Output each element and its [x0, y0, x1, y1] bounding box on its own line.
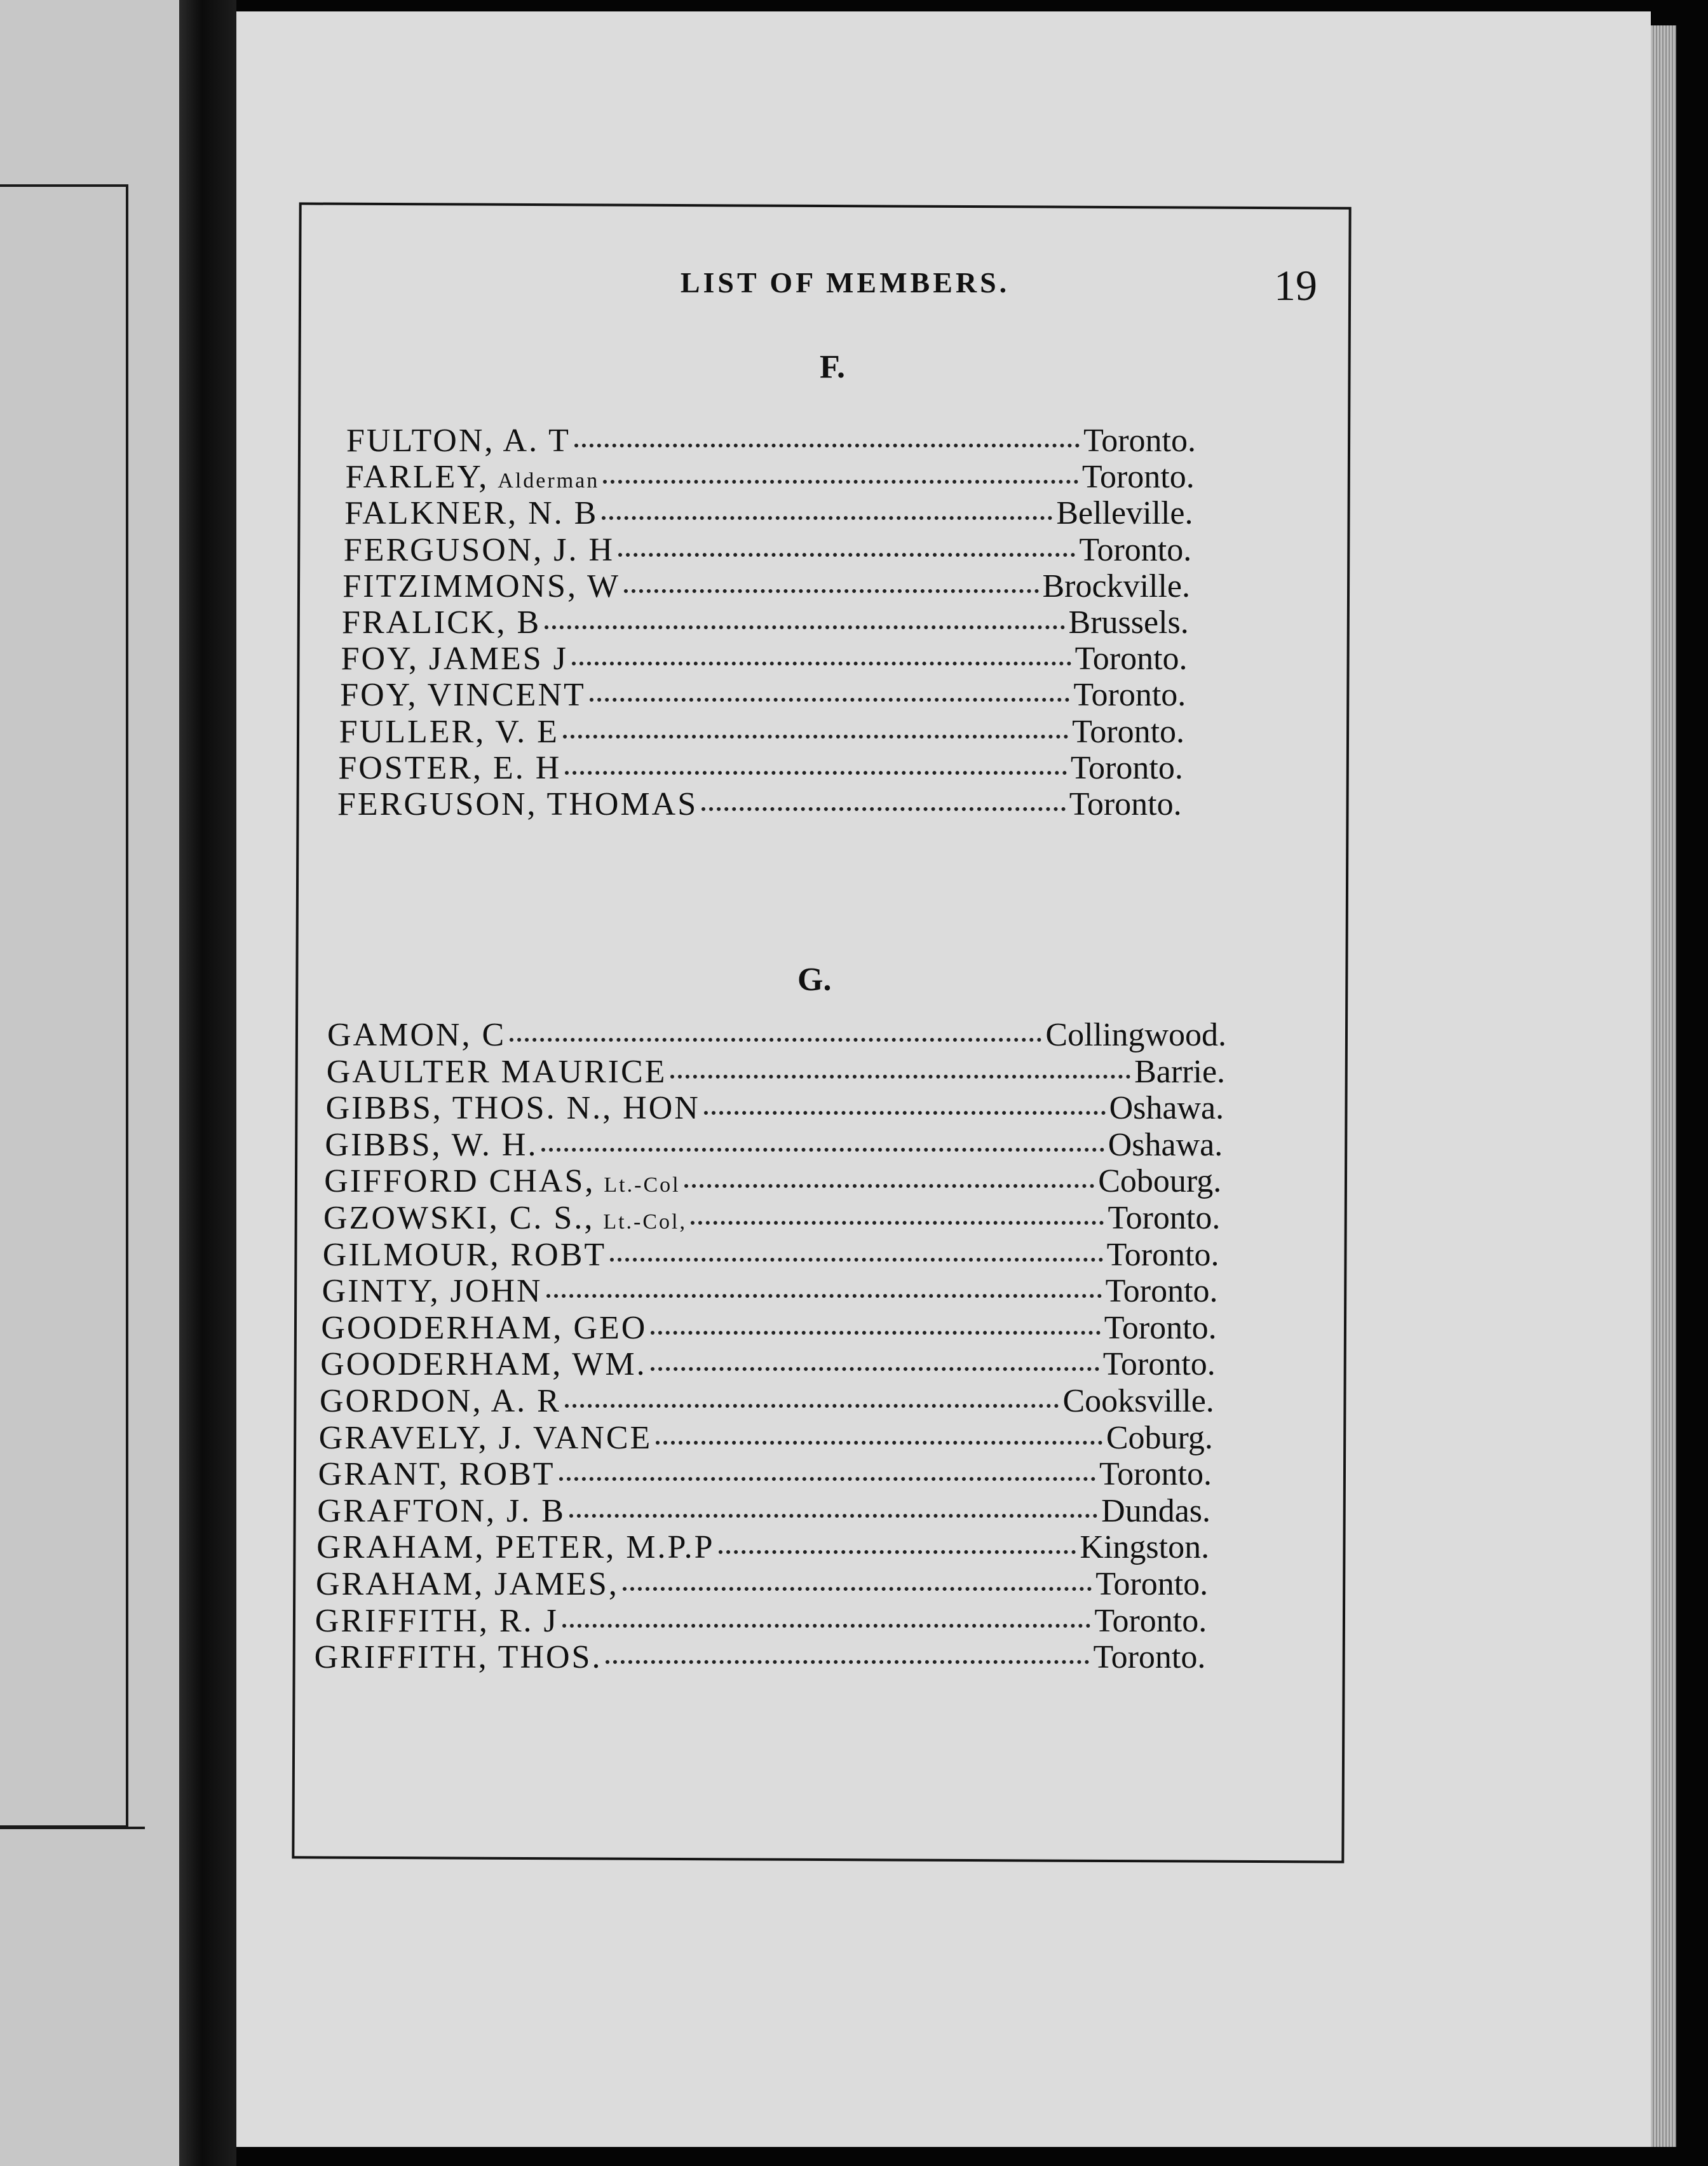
dot-leader	[618, 553, 1075, 557]
dot-leader	[651, 1367, 1099, 1371]
dot-leader	[559, 1477, 1096, 1481]
member-name: GORDON, A. R	[320, 1383, 561, 1419]
member-name: FERGUSON, J. H	[343, 531, 615, 568]
member-name: GRIFFITH, THOS.	[314, 1639, 602, 1676]
dot-leader	[510, 1038, 1041, 1042]
member-entry	[339, 714, 1184, 751]
member-name: FOSTER, E. H	[338, 749, 562, 786]
member-place: Brussels.	[1068, 604, 1189, 641]
member-place: Toronto.	[1093, 1639, 1206, 1676]
facing-page	[0, 0, 179, 2166]
member-title: Lt.-Col,	[603, 1210, 688, 1234]
section-letter-f: F.	[820, 349, 845, 385]
member-place: Toronto.	[1108, 1200, 1221, 1236]
member-entry	[341, 641, 1188, 678]
member-title: Lt.-Col	[604, 1173, 681, 1197]
member-name: GIBBS, THOS. N., HON	[325, 1090, 700, 1127]
dot-leader	[719, 1550, 1076, 1554]
member-name: GIBBS, W. H.	[325, 1126, 538, 1163]
member-entry	[325, 1127, 1223, 1164]
member-name: GIFFORD CHAS,	[324, 1163, 595, 1200]
member-place: Toronto.	[1079, 531, 1192, 568]
member-name: FULTON, A. T	[346, 423, 571, 459]
facing-page-frame	[0, 184, 128, 1828]
member-entry	[323, 1200, 1220, 1237]
member-place: Toronto.	[1073, 677, 1186, 714]
member-entry	[318, 1456, 1212, 1493]
member-entry	[315, 1603, 1207, 1640]
member-entry	[315, 1639, 1206, 1676]
dot-leader	[545, 625, 1064, 629]
member-place: Toronto.	[1105, 1273, 1218, 1310]
dot-leader	[702, 807, 1066, 811]
member-entry	[344, 532, 1191, 569]
dot-leader	[610, 1258, 1102, 1262]
member-entry	[344, 495, 1193, 532]
member-entry	[327, 1054, 1225, 1091]
member-entry	[322, 1273, 1218, 1310]
member-title: Alderman	[498, 469, 600, 493]
member-place: Dundas.	[1101, 1492, 1211, 1529]
dot-leader	[563, 735, 1068, 739]
member-place: Cooksville.	[1062, 1383, 1214, 1419]
dot-leader	[562, 1624, 1091, 1628]
member-entry	[342, 604, 1189, 641]
dot-leader	[606, 1660, 1089, 1664]
member-name: FULLER, V. E	[339, 713, 559, 750]
dot-leader	[623, 1587, 1092, 1591]
dot-leader	[572, 662, 1071, 665]
dot-leader	[541, 1148, 1104, 1152]
page-edges	[1651, 25, 1676, 2147]
member-entry	[342, 568, 1190, 605]
member-entry	[320, 1346, 1216, 1383]
member-name: FARLEY,	[345, 459, 489, 496]
section-letter-g: G.	[797, 962, 832, 998]
dot-leader	[569, 1514, 1097, 1518]
dot-leader	[691, 1221, 1104, 1225]
member-name: GOODERHAM, WM.	[320, 1346, 647, 1383]
dot-leader	[704, 1111, 1106, 1115]
member-name: GOODERHAM, GEO	[321, 1309, 647, 1346]
member-place: Toronto.	[1099, 1456, 1212, 1493]
member-place: Toronto.	[1094, 1602, 1207, 1639]
member-name: GRAHAM, PETER, M.P.P	[316, 1529, 715, 1566]
member-entry	[316, 1566, 1208, 1603]
dot-leader	[603, 480, 1078, 484]
member-entry	[316, 1529, 1209, 1566]
member-place: Belleville.	[1056, 495, 1193, 532]
member-entry	[337, 786, 1182, 823]
member-place: Toronto.	[1070, 749, 1183, 786]
member-name: FOY, VINCENT	[340, 677, 586, 714]
dot-leader	[624, 589, 1038, 593]
member-place: Coburg.	[1106, 1419, 1213, 1456]
member-place: Cobourg.	[1098, 1163, 1222, 1200]
book-gutter	[179, 0, 236, 2166]
member-name: GINTY, JOHN	[322, 1273, 543, 1310]
page-number: 19	[1274, 261, 1317, 310]
member-place: Kingston.	[1080, 1529, 1210, 1566]
member-place: Oshawa.	[1108, 1126, 1223, 1163]
member-name: FERGUSON, THOMAS	[337, 786, 698, 822]
dot-leader	[565, 1404, 1059, 1408]
member-entry	[340, 677, 1186, 714]
member-place: Toronto.	[1106, 1236, 1219, 1273]
member-place: Oshawa.	[1109, 1090, 1224, 1127]
dot-leader	[590, 698, 1070, 702]
member-entry	[317, 1493, 1210, 1530]
member-name: GILMOUR, ROBT	[322, 1236, 607, 1273]
member-entry	[321, 1310, 1216, 1347]
dot-leader	[684, 1184, 1095, 1188]
member-entry	[323, 1237, 1219, 1274]
member-name: GAULTER MAURICE	[326, 1053, 667, 1090]
member-entry	[346, 459, 1195, 496]
member-entry	[319, 1420, 1213, 1457]
member-name: FRALICK, B	[342, 604, 541, 641]
member-name: GZOWSKI, C. S.,	[323, 1200, 595, 1236]
member-name: GRAFTON, J. B	[317, 1492, 566, 1529]
dot-leader	[656, 1441, 1102, 1445]
facing-page-rule	[0, 1827, 145, 1829]
member-name: FITZIMMONS, W	[342, 568, 621, 604]
member-place: Toronto.	[1074, 641, 1188, 678]
member-entry	[320, 1383, 1214, 1420]
running-head: LIST OF MEMBERS.	[680, 266, 1010, 299]
member-entry	[327, 1017, 1226, 1054]
member-name: FOY, JAMES J	[341, 641, 568, 678]
member-place: Toronto.	[1069, 786, 1182, 822]
member-name: GRANT, ROBT	[318, 1456, 555, 1493]
dot-leader	[602, 516, 1052, 520]
member-entry	[338, 750, 1183, 787]
member-entry	[346, 423, 1196, 460]
dot-leader	[651, 1331, 1100, 1335]
member-name: GAMON, C	[327, 1017, 506, 1053]
dot-leader	[574, 444, 1080, 447]
member-name: GRIFFITH, R. J	[315, 1602, 559, 1639]
member-place: Toronto.	[1104, 1309, 1217, 1346]
member-name: GRAVELY, J. VANCE	[318, 1419, 653, 1456]
dot-leader	[546, 1294, 1102, 1298]
member-place: Collingwood.	[1045, 1017, 1226, 1053]
member-place: Toronto.	[1102, 1346, 1216, 1383]
member-place: Toronto.	[1095, 1566, 1209, 1602]
member-place: Toronto.	[1072, 713, 1185, 750]
dot-leader	[670, 1075, 1130, 1079]
member-place: Barrie.	[1134, 1053, 1226, 1090]
dot-leader	[565, 771, 1067, 775]
member-entry	[324, 1163, 1221, 1200]
member-place: Brockville.	[1042, 568, 1191, 604]
member-place: Toronto.	[1081, 459, 1195, 496]
member-place: Toronto.	[1083, 423, 1196, 459]
member-entry	[326, 1090, 1224, 1127]
member-name: FALKNER, N. B	[344, 495, 599, 532]
member-name: GRAHAM, JAMES,	[316, 1566, 619, 1602]
